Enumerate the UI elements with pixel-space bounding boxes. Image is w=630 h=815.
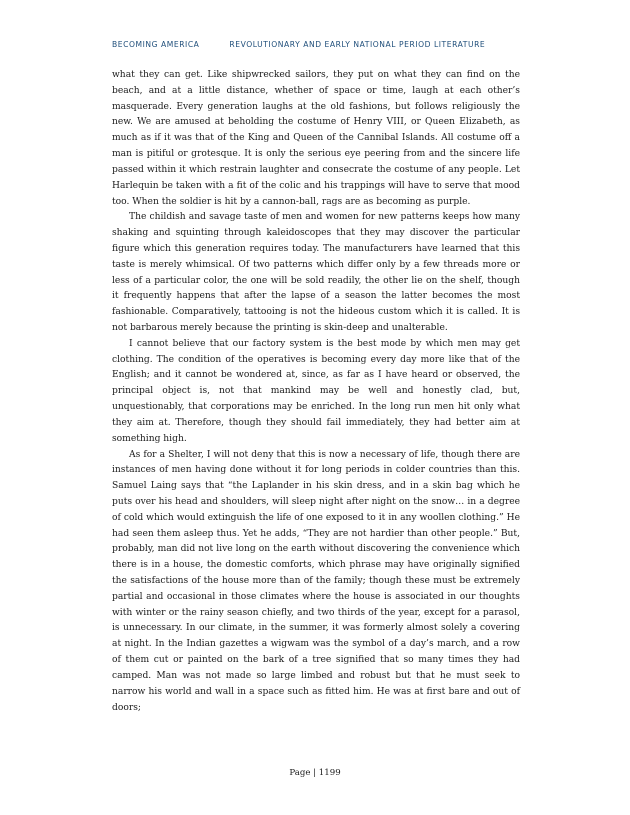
book-title: BECOMING AMERICA (112, 40, 200, 49)
running-header (112, 40, 532, 49)
body-text (112, 68, 520, 716)
paragraph-1: what they can get. Like shipwrecked sailors, they put on what they can find on the beach, and at a little distance, whether of space or time, laugh at each other’s masquerade. Every generation laughs at the old fashions, but follows religiously the new. We are amused at beholding the costume of Henry VIII, or Queen Elizabeth, as much as if it was that of the King and Queen of the Cannibal Islands. All costume off a man is pitiful or grotesque. It is only the serious eye peering from and the sincere life passed within it which restrain laughter and consecrate the costume of any people. Let Harlequin be taken with a fit of the colic and his trappings will have to serve that mood too. When the soldier is hit by a cannon-ball, rags are as becoming as purple. (112, 70, 520, 207)
paragraph-4: As for a Shelter, I will not deny that this is now a necessary of life, though there are instances of men having done without it for long periods in colder countries than this. Samuel Laing says that “the Laplander in his skin dress, and in a skin bag which he puts over his head and shoulders, will sleep night after night on the snow… in a degree of cold which would extinguish the life of one exposed to it in any woollen clothing.” He had seen them asleep thus. Yet he adds, “They are not hardier than other people.” But, probably, man did not live long on the earth without discovering the convenience which there is in a house, the domestic comforts, which phrase may have originally signified the satisfactions of the house more than of the family; though these must be extremely partial and occasional in those climates where the house is associated in our thoughts with winter or the rainy season chiefly, and two thirds of the year, except for a parasol, is unnecessary. In our climate, in the summer, it was formerly almost solely a covering at night. In the Indian gazettes a wigwam was the symbol of a day’s march, and a row of them cut or painted on the bark of a tree signified that so many times they had camped. Man was not made so large limbed and robust but that he must seek to narrow his world and wall in a space such as fitted him. He was at first bare and out of doors; (112, 449, 520, 713)
paragraph-3: I cannot believe that our factory system is the best mode by which men may get clothing. The condition of the operatives is becoming every day more like that of the English; and it cannot be wondered at, since, as far as I have heard or observed, the principal object is, not that mankind may be well and honestly clad, but, unquestionably, that corporations may be enriched. In the long run men hit only what they aim at. Therefore, though they should fail immediately, they had better aim at something high. (112, 338, 520, 444)
paragraph-2: The childish and savage taste of men and women for new patterns keeps how many shaking and squinting through kaleidoscopes that they may discover the particular figure which this generation requires today. The manufacturers have learned that this taste is merely whimsical. Of two patterns which differ only by a few threads more or less of a particular color, the one will be sold readily, the other lie on the shelf, though it frequently happens that after the lapse of a season the latter becomes the most fashionable. Comparatively, tattooing is not the hideous custom which it is called. It is not barbarous merely because the printing is skin-deep and unalterable. (112, 212, 520, 333)
section-title: REVOLUTIONARY AND EARLY NATIONAL PERIOD LITERATURE (229, 40, 486, 49)
page-number: Page | 1199 (289, 768, 341, 778)
